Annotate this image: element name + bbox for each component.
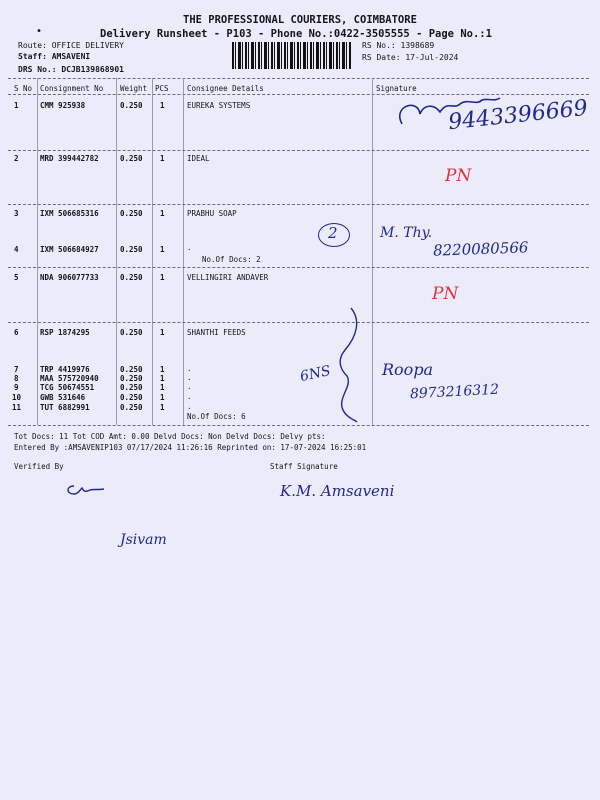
col-divider [152,78,153,425]
row-consignment: TCG 50674551 [40,383,95,392]
row-consignment: MAA 575720940 [40,374,99,383]
row-sno: 8 [14,374,19,383]
handwritten-phone: 9443396669 [447,95,589,136]
row-pcs: 1 [160,328,165,337]
row-consignment: RSP 1874295 [40,328,90,337]
row-consignee: . [187,392,192,401]
col-header-signature: Signature [376,84,417,93]
row-consignee: VELLINGIRI ANDAVER [187,273,269,282]
row-pcs: 1 [160,383,165,392]
row-weight: 0.250 [120,273,143,282]
row-consignee: EUREKA SYSTEMS [187,101,251,110]
col-divider [372,78,373,425]
barcode [232,42,352,69]
totals-line: Tot Docs: 11 Tot COD Amt: 0.00 Delvd Docs: Non Delvd Docs: Delvy pts: [14,432,326,441]
row-consignment: IXM 506684927 [40,245,99,254]
verifier-initial-mark [64,480,108,498]
handwritten-receiver-name: Roopa [382,360,434,379]
row-sno: 1 [14,101,19,110]
row-consignee: . [187,373,192,382]
staff-label: Staff: AMSAVENI [18,52,91,61]
row-consignee: PRABHU SOAP [187,209,237,218]
row-weight: 0.250 [120,403,143,412]
col-header-weight: Weight [120,84,148,93]
row-pcs: 1 [160,101,165,110]
row-sno: 11 [12,403,22,412]
row-weight: 0.250 [120,209,143,218]
col-divider [183,78,184,425]
row-weight: 0.250 [120,328,143,337]
row-rule [8,267,589,268]
runsheet-title: Delivery Runsheet - P103 - Phone No.:0422-3505555 - Page No.:1 [100,28,492,40]
row-sno: 9 [14,383,19,392]
row-pcs: 1 [160,393,165,402]
row-pcs: 1 [160,365,165,374]
row-sno: 4 [14,245,19,254]
drs-number: DRS No.: DCJB139868901 [18,65,124,74]
row-rule [8,204,589,205]
handwritten-phone: 8973216312 [409,381,500,403]
row-pcs: 1 [160,154,165,163]
row-weight: 0.250 [120,154,143,163]
row-consignment: TRP 4419976 [40,365,90,374]
row-rule [8,322,589,323]
row-sno: 7 [14,365,19,374]
row-consignee: . [187,364,192,373]
handwritten-circle-number: 2 [328,224,338,242]
col-header-consignment: Consignment No [40,84,104,93]
table-bottom-rule [8,425,589,426]
col-header-pcs: PCS [155,84,169,93]
rs-number: RS No.: 1398689 [362,41,435,50]
col-divider [116,78,117,425]
corner-mark: • [36,26,43,37]
row-pcs: 1 [160,374,165,383]
row-sno: 10 [12,393,22,402]
row-pcs: 1 [160,273,165,282]
docs-count-note: No.Of Docs: 6 [187,412,246,421]
row-rule [8,150,589,151]
row-weight: 0.250 [120,365,143,374]
row-pcs: 1 [160,245,165,254]
col-header-sno: S No [14,84,33,93]
row-sno: 2 [14,154,19,163]
handwritten-phone: 8220080566 [432,238,529,260]
handwritten-count: 6NS [298,362,333,386]
row-consignment: NDA 906077733 [40,273,99,282]
row-consignment: TUT 6882991 [40,403,90,412]
entered-by-line: Entered By :AMSAVENIP103 07/17/2024 11:26:16 Reprinted on: 17-07-2024 16:25:01 [14,443,367,452]
row-consignee: . [187,382,192,391]
header-rule-top [8,78,589,79]
col-divider [37,78,38,425]
handwritten-receiver-name: M. Thy. [380,225,433,241]
row-consignment: MRD 399442782 [40,154,99,163]
brace-mark [333,306,363,424]
row-consignment: GWB 531646 [40,393,86,402]
col-header-consignee: Consignee Details [187,84,264,93]
row-pcs: 1 [160,403,165,412]
handwritten-pn: PN [445,166,472,186]
row-consignee: SHANTHI FEEDS [187,328,246,337]
handwritten-pn: PN [432,284,459,304]
route-label: Route: OFFICE DELIVERY [18,41,124,50]
row-consignee: . [187,402,192,411]
row-sno: 5 [14,273,19,282]
verified-by-label: Verified By [14,462,64,471]
staff-signature-label: Staff Signature [270,462,338,471]
row-consignee: IDEAL [187,154,210,163]
row-pcs: 1 [160,209,165,218]
row-consignment: IXM 506685316 [40,209,99,218]
row-weight: 0.250 [120,383,143,392]
row-sno: 6 [14,328,19,337]
row-consignee: . [187,243,192,252]
rs-date: RS Date: 17-Jul-2024 [362,53,459,62]
row-sno: 3 [14,209,19,218]
staff-handwritten-signature: K.M. Amsaveni [280,482,395,500]
row-weight: 0.250 [120,101,143,110]
row-weight: 0.250 [120,245,143,254]
row-consignment: CMM 925938 [40,101,86,110]
verifier-handwritten-signature: Jsivam [120,532,167,548]
row-weight: 0.250 [120,393,143,402]
row-weight: 0.250 [120,374,143,383]
docs-count-note: No.Of Docs: 2 [202,255,261,264]
company-title: THE PROFESSIONAL COURIERS, COIMBATORE [183,14,417,26]
